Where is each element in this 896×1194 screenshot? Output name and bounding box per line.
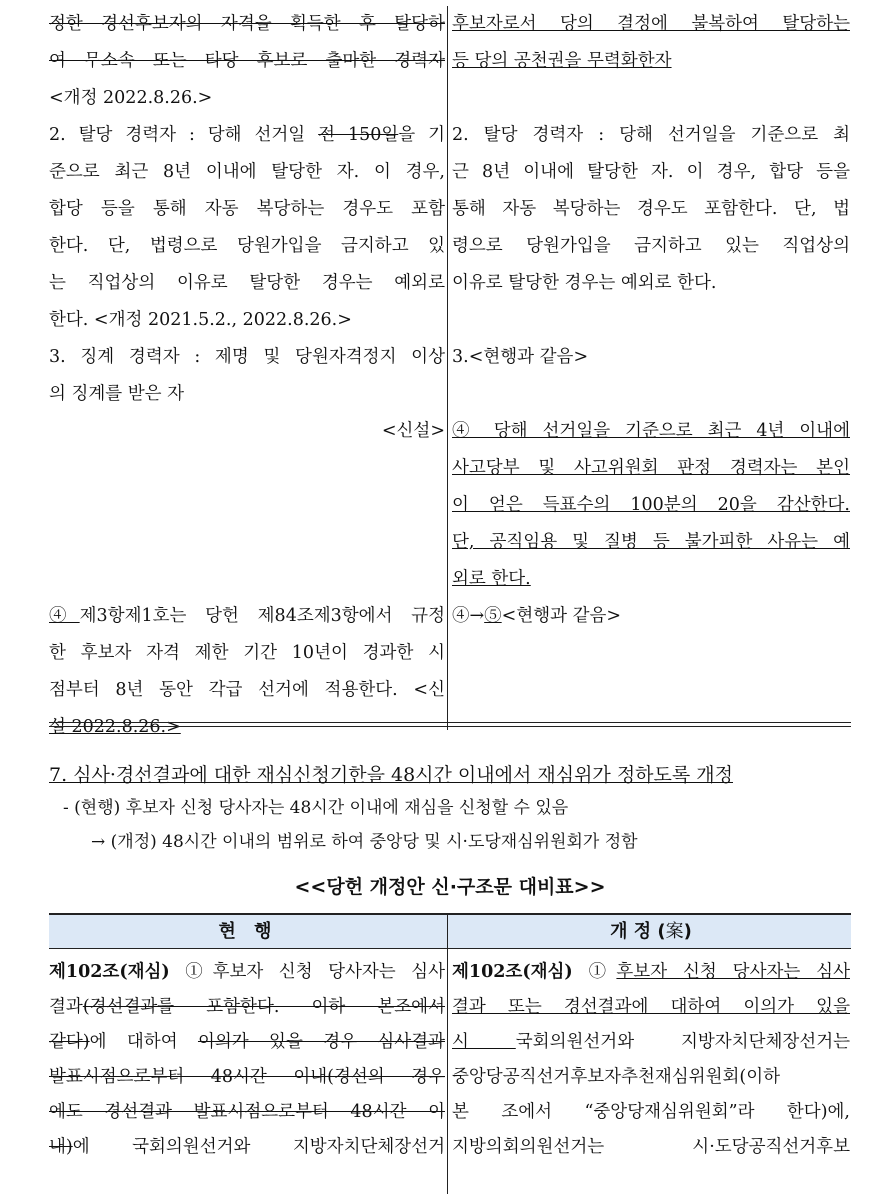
table-line: 본 조에서 “중앙당재심위원회”라 한다)에, <box>452 1102 850 1122</box>
table-line-empty <box>49 487 445 524</box>
table-line: 단, 공직임용 및 질병 등 불가피한 사유는 예 <box>452 532 850 552</box>
header-current: 현 행 <box>218 921 278 942</box>
table-line: 제102조(재심) ①후보자 신청 당사자는 심사 <box>49 962 445 982</box>
table-line: 근 8년 이내에 탈당한 자. 이 경우, 합당 등을 <box>452 162 850 182</box>
header-revised-hanja: 案 <box>665 921 684 942</box>
table-line: 결과(경선결과를 포함한다. 이하 본조에서 <box>49 997 445 1017</box>
table-line: 설 2022.8.26.> <box>49 717 181 737</box>
table-line: 여 무소속 또는 타당 후보로 출마한 경력자 <box>49 51 445 71</box>
table-line: 준으로 최근 8년 이내에 탈당한 자. 이 경우, <box>49 162 445 182</box>
revised-rule-bullet: → (개정) 48시간 이내의 범위로 하여 중앙당 및 시·도당재심위원회가 정함 <box>91 832 638 852</box>
table-line: 결과 또는 경선결과에 대하여 이의가 있을 <box>452 997 850 1017</box>
comparison-table-bottom <box>49 913 851 1194</box>
table-line: 지방의회의원선거는 시·도당공직선거후보 <box>452 1137 850 1157</box>
table-line: 중앙당공직선거후보자추천재심위원회(이하 <box>452 1067 781 1087</box>
header-revised-label: 개 정 ( <box>610 921 666 942</box>
table-line-empty <box>452 302 850 339</box>
new-provision-marker: <신설> <box>381 421 445 441</box>
table-line-empty <box>49 524 445 561</box>
table-line: 후보자로서 당의 결정에 불복하여 탈당하는 <box>452 14 850 34</box>
table-line: 시 국회의원선거와 지방자치단체장선거는 <box>452 1032 851 1052</box>
table-line-empty <box>452 80 850 117</box>
table-header <box>49 913 851 949</box>
table-line: 내)에 국회의원선거와 지방자치단체장선거 <box>49 1137 445 1157</box>
column-divider <box>447 913 448 1194</box>
current-article-column <box>49 955 445 1165</box>
table-line-empty <box>49 561 445 598</box>
table-line-empty <box>452 376 850 413</box>
table-line-empty <box>49 450 445 487</box>
table-line: 3. 징계 경력자 : 제명 및 당원자격정지 이상 <box>49 347 445 367</box>
table-line: 한다. 단, 법령으로 당원가입을 금지하고 있 <box>49 236 445 256</box>
table-line: 같다)에 대하여 이의가 있을 경우 심사결과 <box>49 1032 445 1052</box>
current-text-column <box>49 6 445 746</box>
column-divider <box>447 6 448 730</box>
table-line: 점부터 8년 동안 각급 선거에 적용한다. <신 <box>49 680 445 700</box>
table-line: 한 후보자 자격 제한 기간 10년이 경과한 시 <box>49 643 445 663</box>
table-line: 외로 한다. <box>452 569 531 589</box>
table-line: 2. 탈당 경력자 : 당해 선거일 전 150일을 기 <box>49 125 446 145</box>
table-line: 합당 등을 통해 자동 복당하는 경우도 포함 <box>49 199 445 219</box>
table-line: 3.<현행과 같음> <box>452 347 589 367</box>
section-title <box>49 759 851 791</box>
table-line: 통해 자동 복당하는 경우도 포함한다. 단, 법 <box>452 199 850 219</box>
table-line: <개정 2022.8.26.> <box>49 88 213 108</box>
revised-text-column <box>452 6 850 635</box>
table-line: ④제3항제1호는 당헌 제84조제3항에서 규정 <box>49 606 445 626</box>
section-title-text: 7. 심사·경선결과에 대한 재심신청기한을 48시간 이내에서 재심위가 정하도록 개정 <box>49 764 733 786</box>
table-line: 등 당의 공천권을 무력화한자 <box>452 51 672 71</box>
section-7 <box>49 759 851 859</box>
table-line: 에도 경선결과 발표시점으로부터 48시간 이 <box>49 1102 445 1122</box>
comparison-table-title: <<당헌 개정안 신·구조문 대비표>> <box>294 876 606 898</box>
table-line: 발표시점으로부터 48시간 이내(경선의 경우 <box>49 1067 445 1087</box>
table-line: ④ 당해 선거일을 기준으로 최근 4년 이내에 <box>452 421 850 441</box>
revised-article-column <box>452 955 850 1165</box>
current-rule-bullet: - (현행) 후보자 신청 당사자는 48시간 이내에 재심을 신청할 수 있음 <box>63 798 569 818</box>
table-line: 이 얻은 득표수의 100분의 20을 감산한다. <box>452 495 850 515</box>
header-revised-close: ) <box>683 921 692 942</box>
table-line: 2. 탈당 경력자 : 당해 선거일을 기준으로 최 <box>452 125 850 145</box>
table-line: 의 징계를 받은 자 <box>49 384 185 404</box>
table-line: ④→⑤<현행과 같음> <box>452 606 622 626</box>
table-bottom-rule <box>49 722 851 727</box>
table-line: 정한 경선후보자의 자격을 획득한 후 탈당하 <box>49 14 445 34</box>
table-line: 는 직업상의 이유로 탈당한 경우는 예외로 <box>49 273 445 293</box>
table-line: 사고당부 및 사고위원회 판정 경력자는 본인 <box>452 458 850 478</box>
table-line: 령으로 당원가입을 금지하고 있는 직업상의 <box>452 236 850 256</box>
table-line: 한다. <개정 2021.5.2., 2022.8.26.> <box>49 310 352 330</box>
table-line: 제102조(재심) ①후보자 신청 당사자는 심사 <box>452 962 850 982</box>
header-revised <box>452 915 850 948</box>
table-line: 이유로 탈당한 경우는 예외로 한다. <box>452 273 717 293</box>
